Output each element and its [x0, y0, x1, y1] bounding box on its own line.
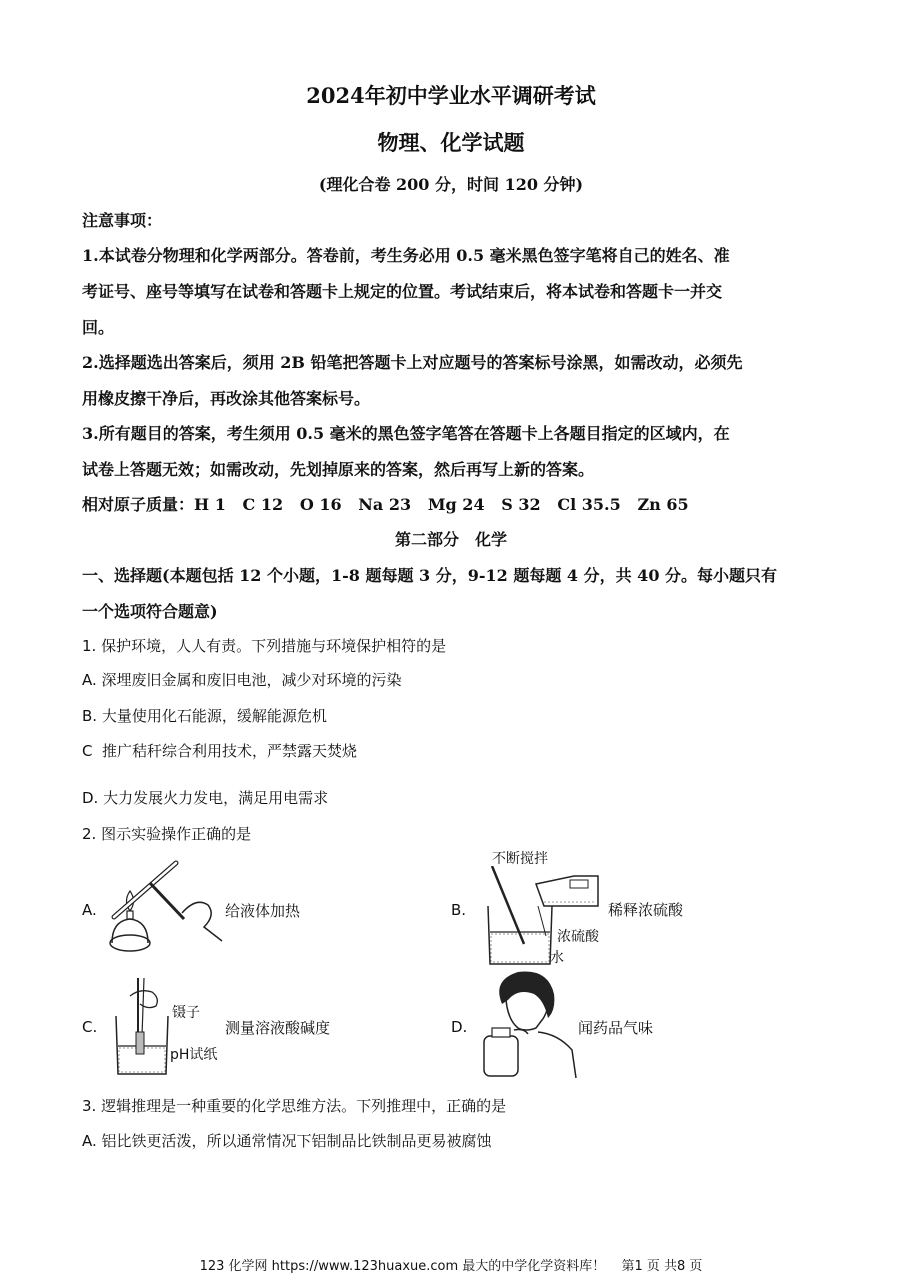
atomic-masses: 相对原子质量：H 1 C 12 O 16 Na 23 Mg 24 S 32 Cl 35.5 Zn 65 [82, 495, 689, 514]
exam-title: 2024年初中学业水平调研考试 [306, 83, 596, 108]
answer-option: A. 深埋废旧金属和废旧电池，减少对环境的污染 [82, 671, 402, 689]
footer-page-number: 第1 页 共8 页 [621, 1259, 703, 1274]
exam-score-time-note: (理化合卷 200 分，时间 120 分钟) [318, 175, 584, 194]
figure-c-caption: 测量溶液酸碱度 [225, 1019, 331, 1037]
answer-option: B. 大量使用化石能源，缓解能源危机 [82, 707, 327, 725]
stirring-label: 不断搅拌 [492, 851, 548, 867]
notes-line: 2.选择题选出答案后，须用 2B 铅笔把答题卡上对应题号的答案标号涂黑，如需改动，必须先 [82, 353, 743, 372]
ph-paper-label: pH试纸 [170, 1047, 218, 1063]
figure-b-letter: B. [451, 901, 467, 919]
part-heading: 第二部分 化学 [394, 530, 507, 549]
notes-line: 3.所有题目的答案，考生须用 0.5 毫米的黑色签字笔答在答题卡上各题目指定的区域内，在 [82, 424, 730, 443]
figure-d-caption: 闻药品气味 [578, 1019, 654, 1037]
diluting-acid-caption: 稀释浓硫酸 [608, 901, 684, 919]
figure-a-caption: 给液体加热 [225, 902, 301, 920]
figure-a-letter: A. [82, 901, 97, 919]
section-heading: 一个选项符合题意) [82, 602, 218, 621]
figure-d-letter: D. [451, 1018, 468, 1036]
notes-heading: 注意事项： [82, 211, 163, 230]
exam-subtitle: 物理、化学试题 [377, 130, 525, 155]
smelling-figure [478, 970, 580, 1078]
ph-test-figure [110, 976, 180, 1080]
notes-line: 用橡皮擦干净后，再改涂其他答案标号。 [82, 389, 371, 408]
question-stem: 3. 逻辑推理是一种重要的化学思维方法。下列推理中，正确的是 [82, 1097, 507, 1115]
diluting-acid-figure [478, 866, 603, 970]
heating-liquid-figure [104, 855, 224, 957]
tweezers-label: 镊子 [172, 1005, 200, 1021]
question-stem: 1. 保护环境，人人有责。下列措施与环境保护相符的是 [82, 637, 447, 655]
question-stem: 2. 图示实验操作正确的是 [82, 825, 252, 843]
acid-label: 浓硫酸 [557, 929, 599, 945]
footer-site: 123 化学网 https://www.123huaxue.com 最大的中学化学资料库！ [199, 1259, 606, 1274]
answer-option: C 推广秸秆综合利用技术，严禁露天焚烧 [82, 742, 358, 760]
page-footer [0, 1255, 902, 1274]
notes-line: 回。 [82, 318, 115, 337]
notes-line: 试卷上答题无效；如需改动，先划掉原来的答案，然后再写上新的答案。 [82, 460, 595, 479]
answer-option: D. 大力发展火力发电，满足用电需求 [82, 789, 329, 807]
section-heading: 一、选择题(本题包括 12 个小题，1-8 题每题 3 分，9-12 题每题 4 分，共 40 分。每小题只有 [82, 566, 778, 585]
water-label: 水 [550, 950, 564, 966]
figure-c-letter: C. [82, 1018, 98, 1036]
notes-line: 1.本试卷分物理和化学两部分。答卷前，考生务必用 0.5 毫米黑色签字笔将自己的姓名、准 [82, 246, 730, 265]
notes-line: 考证号、座号等填写在试卷和答题卡上规定的位置。考试结束后，将本试卷和答题卡一并交 [82, 282, 723, 301]
answer-option: A. 铝比铁更活泼，所以通常情况下铝制品比铁制品更易被腐蚀 [82, 1132, 492, 1150]
